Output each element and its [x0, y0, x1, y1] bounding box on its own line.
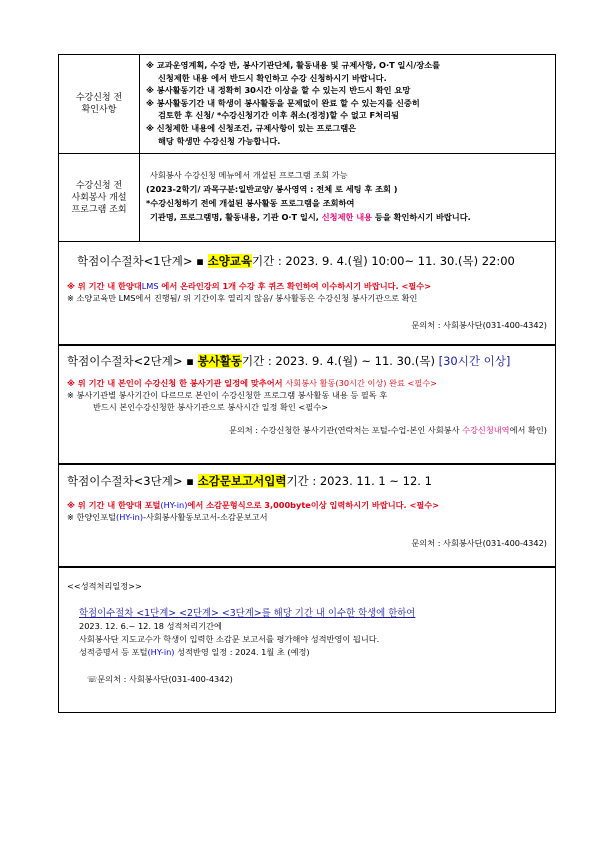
lms-label: LMS: [141, 281, 159, 291]
step1-title: 학점이수절차<1단계> ▪ 소양교육기간 : 2023. 9. 4.(월) 10:00~ 11. 30.(목) 22:00: [77, 254, 515, 268]
step1-note: ※ 소양교육만 LMS에서 진행됨/ 위 기간이후 열리지 않음/ 봉사활동은 수강신청 봉사기관으로 확인: [67, 293, 418, 303]
lookup-line: 기관명, 프로그램명, 활동내용, 기관 O·T 일시, 신청제한 내용 등을 확인하시기 바랍니다.: [150, 212, 471, 222]
grading-header: <<성적처리일정>>: [67, 581, 142, 591]
lookup-line: *수강신청하기 전에 개설된 봉사활동 프로그램을 조회하여: [146, 198, 355, 208]
hours-badge: [30시간 이상]: [438, 354, 511, 368]
check-item: 검토한 후 신청/ *수강신청기간 이후 취소(정정)할 수 없고 F처리됨: [158, 110, 399, 121]
check-item: ※ 신청제한 내용에 신청조건, 규제사항이 있는 프로그램은: [146, 122, 357, 133]
grading-line: 사회봉사단 지도교수가 학생이 입력한 소감문 보고서를 평가해야 성적반영이 됩니다.: [79, 634, 380, 644]
program-lookup-row: [59, 154, 555, 241]
restriction-highlight: 신청제한 내용: [321, 212, 373, 222]
hy-in-label: (HY-in): [116, 512, 144, 522]
grading-line: 2023. 12. 6.~ 12. 18 성적처리기간에: [79, 621, 222, 631]
check-item: ※ 교과운영계획, 수강 반, 봉사기관단체, 활동내용 및 규제사항, O·T 일시/장소를: [146, 60, 441, 70]
lookup-line: (2023-2학기/ 과목구분:일반교양/ 봉사영역 : 전체 로 세팅 후 조회 ): [146, 184, 398, 194]
grading-contact: ☏문의처 : 사회봉사단(031-400-4342): [87, 674, 233, 684]
step2-note-required: ※ 위 기간 내 본인이 수강신청 한 봉사기관 일정에 맞추어서 사회봉사 활동(30시간 이상) 완료 <필수>: [67, 378, 438, 388]
step2-note: 반드시 본인수강신청한 봉사기관으로 봉사시간 일정 확인 <필수>: [93, 402, 328, 412]
pre-check-label: 수강신청 전 확인사항: [59, 55, 140, 153]
step1-contact: 문의처 : 사회봉사단(031-400-4342): [411, 320, 547, 330]
grading-line: 성적증명서 등 포털(HY-in) 성적반영 일정 : 2024. 1월 초 (예정): [79, 647, 310, 657]
step2-note: ※ 봉사기관별 봉사기간이 다르므로 본인이 수강신청한 프로그램 봉사활동 내용 등 필독 후: [67, 390, 388, 400]
step1-highlight: 소양교육: [207, 254, 253, 268]
pre-check-row: [59, 55, 555, 154]
step3-highlight: 소감문보고서입력: [197, 474, 287, 488]
step1-section: [58, 241, 556, 345]
hy-in-label: (HY-in): [147, 647, 175, 657]
check-item: 신청제한 내용 에서 반드시 확인하고 수강 신청하시기 바랍니다.: [158, 72, 387, 83]
step3-note: ※ 한양인포털(HY-in)-사회봉사활동보고서-소감문보고서: [67, 512, 268, 522]
step2-section: [58, 345, 556, 464]
lookup-line: 사회봉사 수강신청 메뉴에서 개설된 프로그램 조회 가능: [150, 170, 348, 180]
program-lookup-content: [140, 154, 555, 241]
registration-history: 수강신청내역: [462, 425, 510, 435]
pre-registration-table: [58, 54, 556, 242]
step3-note-required: ※ 위 기간 내 한양대 포털(HY-in)에서 소감문형식으로 3,000byte이상 입력하시기 바랍니다. <필수>: [67, 500, 440, 510]
step3-title: 학점이수절차<3단계> ▪ 소감문보고서입력기간 : 2023. 11. 1 ~ 12. 1: [67, 474, 432, 488]
phone-icon: ☏: [87, 674, 98, 684]
step1-note-required: ※ 위 기간 내 한양대LMS 에서 온라인강의 1개 수강 후 퀴즈 확인하여 이수하시기 바랍니다. <필수>: [67, 281, 432, 291]
step2-highlight: 봉사활동: [197, 354, 243, 368]
check-item: 해당 학생만 수강신청 가능합니다.: [158, 135, 281, 146]
step3-section: [58, 464, 556, 567]
hy-in-label: (HY-in): [160, 500, 188, 510]
step3-contact: 문의처 : 사회봉사단(031-400-4342): [411, 538, 547, 548]
step2-contact: 문의처 : 수강신청한 봉사기관(연락처는 포털-수업-본인 사회봉사 수강신청내역에서 확인): [228, 425, 547, 435]
step2-title: 학점이수절차<2단계> ▪ 봉사활동기간 : 2023. 9. 4.(월) ~ 11. 30.(목) [30시간 이상]: [67, 354, 511, 368]
check-item: ※ 봉사활동기간 내 학생이 봉사활동을 문제없이 완료 할 수 있는지를 신중히: [146, 97, 420, 108]
check-item: ※ 봉사활동기간 내 정확히 30시간 이상을 할 수 있는지 반드시 확인 요망: [146, 85, 411, 96]
grading-schedule-box: [58, 567, 556, 713]
program-lookup-label: 수강신청 전 사회봉사 개설 프로그램 조회: [59, 154, 140, 241]
pre-check-content: [140, 55, 555, 153]
grading-headline: 학점이수절차 <1단계> <2단계> <3단계>를 해당 기간 내 이수한 학생에 한하여: [79, 608, 416, 619]
